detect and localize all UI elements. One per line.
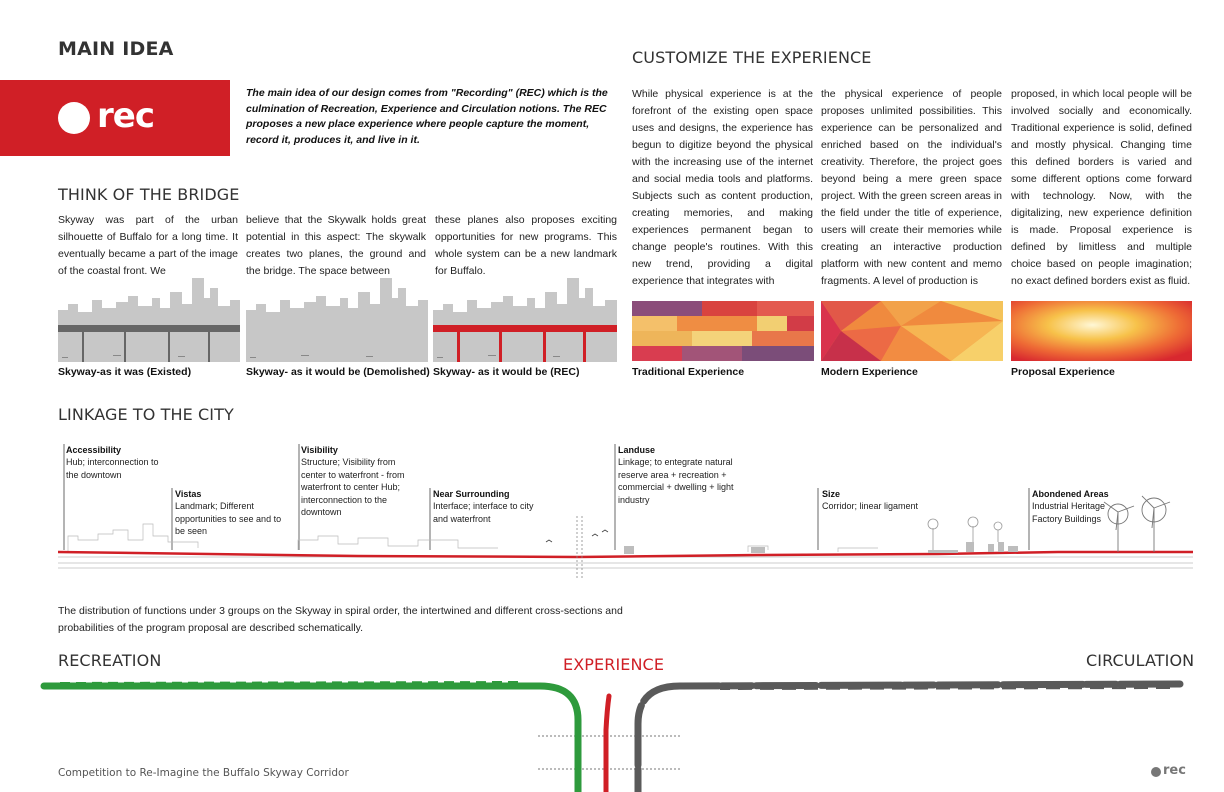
skyline-demolished-illustration — [246, 278, 428, 362]
caption-proposal: Proposal Experience — [1011, 366, 1115, 378]
footer-logo: rec — [1163, 763, 1186, 778]
linkage-accessibility-desc: Hub; interconnection to the downtown — [66, 457, 159, 480]
experience-label: EXPERIENCE — [563, 655, 665, 674]
record-dot-icon — [58, 102, 90, 134]
caption-traditional: Traditional Experience — [632, 366, 745, 378]
linkage-accessibility-title: Accessibility — [66, 445, 122, 455]
linkage-vistas-title: Vistas — [175, 489, 202, 499]
footer-record-dot-icon — [1151, 767, 1161, 777]
bridge-column-1: Skyway was part of the urban silhouette of Buffalo for a long time. It eventually became a part of the image of the coastal front. We — [58, 214, 238, 277]
customize-column-3: proposed, in which local people will be involved socially and economically. Traditional experience is solid, defined and mostly physical. Changing time this defined borders is varied and some different options come forward with technology. Now, with the digitalizing, new experience definition is made. Proposal experience is defined by limitless and multiple choice based on people imagination; no exact defined borders exist as fluid. — [1011, 88, 1192, 287]
linkage-size-desc: Corridor; linear ligament — [822, 501, 919, 511]
caption-modern: Modern Experience — [821, 366, 918, 378]
modern-experience-image — [821, 301, 1003, 361]
linkage-visibility-desc: Structure; Visibility from center to waterfront - from waterfront to center Hub; interconnection to the downtown — [301, 457, 405, 517]
main-idea-title: MAIN IDEA — [58, 38, 174, 60]
linkage-vistas-desc: Landmark; Different opportunities to see and to be seen — [175, 501, 282, 536]
main-idea-text: The main idea of our design comes from "Recording" (REC) which is the culmination of Recreation, Experience and Circulation notions. The REC proposes a new place experience where people capture the moment, record it, produces it, and live in it. — [246, 87, 608, 146]
linkage-landuse-desc: Linkage; to entegrate natural reserve area + recreation + commercial + dwelling + light industry — [618, 457, 734, 505]
skyline-existed-illustration — [58, 278, 240, 362]
customize-column-2: the physical experience of people proposes unlimited possibilities. This experience can be personalized and enriched based on the individual's creativity. Therefore, the project goes beyond being a mere green space project. With the green screen areas in the field under the title of experience, users will create their memories while creating an interactive production platform with new content and memo fragments. A level of production is — [821, 88, 1002, 287]
bridge-column-2: believe that the Skywalk holds great potential in this aspect: The skywalk creates two planes, the ground and the bridge. The space between — [246, 214, 426, 277]
customize-column-1: While physical experience is at the forefront of the existing open space uses and designs, the experience has begun to digitize beyond the physical with the increasing use of the internet and social media tools and platforms. Subjects such as content production, creating memories, and making experiences permanent began to change people's routines. With this new trend, providing a digital experience that integrates with — [632, 88, 813, 287]
linkage-title: LINKAGE TO THE CITY — [58, 405, 234, 424]
linkage-note: The distribution of functions under 3 groups on the Skyway in spiral order, the intertwined and different cross-sections and probabilities of the program proposal are described schematically. — [58, 605, 623, 634]
traditional-experience-image — [632, 301, 814, 361]
rec-logo-banner — [0, 80, 230, 156]
linkage-visibility-title: Visibility — [301, 445, 338, 455]
customize-title: CUSTOMIZE THE EXPERIENCE — [632, 48, 872, 67]
caption-demolished: Skyway- as it would be (Demolished) — [246, 366, 430, 378]
recreation-label: RECREATION — [58, 651, 162, 670]
bridge-column-3: these planes also proposes exciting opportunities for new programs. This whole system can be a new landmark for Buffalo. — [435, 214, 617, 277]
footer-text: Competition to Re-Imagine the Buffalo Skyway Corridor — [58, 767, 349, 779]
linkage-abandoned-title: Abondened Areas — [1032, 489, 1109, 499]
caption-existed: Skyway-as it was (Existed) — [58, 366, 192, 378]
caption-rec: Skyway- as it would be (REC) — [433, 366, 580, 378]
circulation-label: CIRCULATION — [1086, 651, 1195, 670]
linkage-landuse-title: Landuse — [618, 445, 656, 455]
linkage-abandoned-desc: Industrial Heritage Factory Buildings — [1032, 501, 1106, 524]
linkage-near-surrounding-desc: Interface; interface to city and waterfront — [433, 501, 534, 524]
bridge-title: THINK OF THE BRIDGE — [58, 185, 240, 204]
linkage-near-surrounding-title: Near Surrounding — [433, 489, 510, 499]
skyline-rec-illustration — [433, 278, 617, 362]
linkage-size-title: Size — [822, 489, 841, 499]
rec-logo-text: rec — [97, 96, 154, 136]
proposal-experience-image — [1011, 301, 1192, 361]
linkage-section-diagram — [58, 440, 1193, 580]
